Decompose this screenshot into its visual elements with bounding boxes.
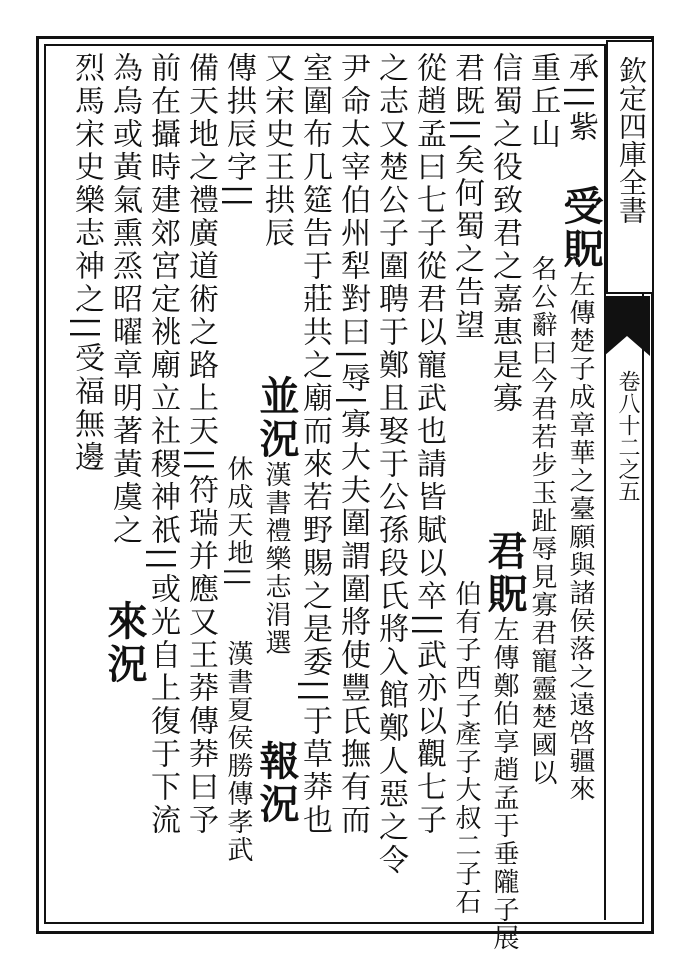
text-column-5: 從趙孟曰七子從君以寵武也請皆賦以卒||武亦以觀七子 bbox=[411, 52, 446, 838]
note-group-bing2 bbox=[218, 455, 258, 589]
headword-group-lai bbox=[101, 600, 148, 686]
text-column-8: 室圍布几筵告于莊共之廟而來若野賜之是委||于草莽也 bbox=[297, 52, 332, 838]
text-column-4: 君既||矣何蜀之告望 bbox=[449, 52, 484, 343]
text-column-2: 重丘山 bbox=[525, 52, 560, 151]
headword-jun-kuang: 君貺 bbox=[481, 530, 528, 616]
headword-lai-kuang: 來況 bbox=[101, 600, 148, 686]
note-group-shou2 bbox=[522, 255, 562, 787]
text-column-1: 承||紫 bbox=[563, 52, 598, 145]
note-shou: 左傳楚子成章華之臺願與諸侯落之遠啓疆來 bbox=[565, 271, 595, 803]
column-rule bbox=[604, 44, 606, 920]
headword-shou-kuang: 受貺 bbox=[557, 185, 604, 271]
text-column-7: 尹命太宰伯州犁對曰|辱|寡大夫圍謂圍將使豐氏撫有而 bbox=[335, 52, 370, 838]
text-column-6: 之志又楚公子圍聘于鄭且娶于公孫段氏將入館鄭人惡之令 bbox=[373, 52, 408, 877]
text-column-14: 烈馬宋史樂志神之||受福無邊 bbox=[69, 52, 104, 475]
note-group-bao bbox=[218, 640, 258, 864]
headword-group-bao bbox=[253, 740, 300, 826]
fishtail-mark bbox=[604, 296, 650, 356]
headword-bing-kuang: 並況 bbox=[253, 375, 300, 461]
text-column-3: 信蜀之役致君之嘉惠是寡 bbox=[487, 52, 522, 415]
note-bing: 漢書禮樂志涓選 bbox=[261, 461, 291, 657]
headword-bao-kuang: 報況 bbox=[253, 740, 300, 826]
headword-group-jun bbox=[481, 530, 528, 952]
text-column-9: 又宋史王拱辰 bbox=[259, 52, 294, 250]
note-group-jun2 bbox=[446, 580, 486, 916]
note-jun2: 伯有子西子產子大叔二子石 bbox=[451, 580, 481, 916]
note-jun: 左傳鄭伯享趙孟于垂隴子展 bbox=[489, 616, 519, 952]
headword-group-shou bbox=[557, 185, 604, 803]
headword-group-bing bbox=[253, 375, 300, 657]
note-shou2: 名公辭曰今君若步玉趾辱見寡君寵靈楚國以 bbox=[527, 255, 557, 787]
text-column-13: 為烏或黃氣熏烝昭曜章明著黃虞之 bbox=[107, 52, 142, 547]
note-bao: 漢書夏侯勝傳孝武 bbox=[223, 640, 253, 864]
note-bing2: 休成天地|| bbox=[223, 455, 253, 589]
text-column-12: 前在攝時建郊宮定祧廟立社稷神祇||或光自上復于下流 bbox=[145, 52, 180, 838]
text-column-10: 傳拱辰字|| bbox=[221, 52, 256, 211]
volume-label: 卷八十二之五 bbox=[615, 370, 640, 502]
book-title: 欽定四庫全書 bbox=[615, 56, 648, 224]
text-column-11: 備天地之禮廣道術之路上天||符瑞并應又王莽傳莽曰予 bbox=[183, 52, 218, 838]
